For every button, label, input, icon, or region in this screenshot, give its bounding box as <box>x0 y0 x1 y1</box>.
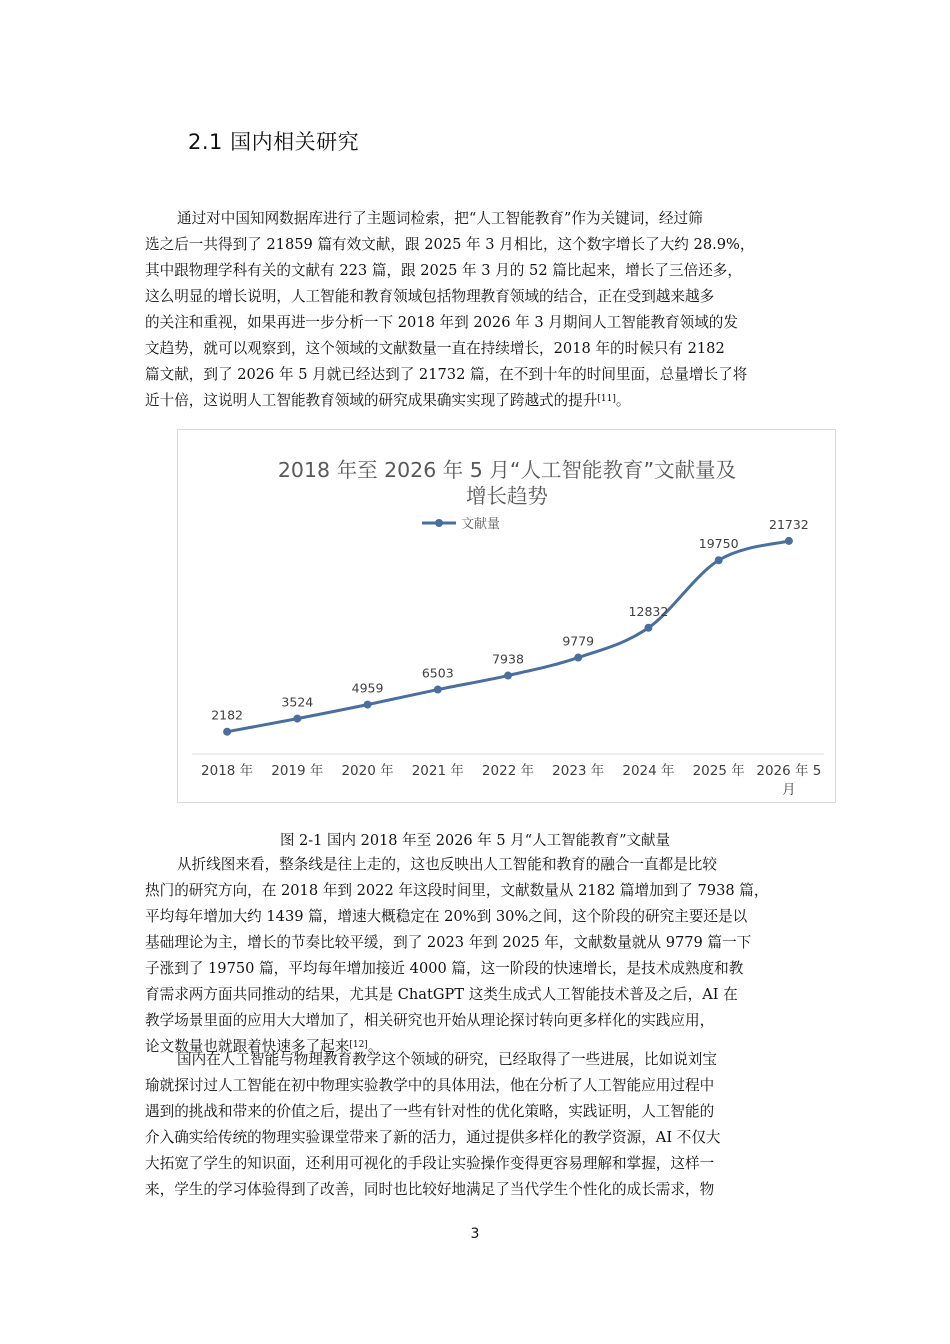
paragraph-line <box>145 878 807 904</box>
data-point-2018 年 <box>223 728 231 736</box>
data-label: 2182 <box>211 707 244 723</box>
figure-caption: 图 2-1 国内 2018 年至 2026 年 5 月“人工智能教育”文献量 <box>279 833 671 849</box>
data-point-2024 年 <box>644 624 652 632</box>
data-label: 4959 <box>351 680 384 696</box>
line-text: 这么明显的增长说明，人工智能和教育领域包括物理教育领域的结合，正在受到越来越多 <box>145 288 715 305</box>
data-label: 3524 <box>281 694 314 710</box>
page-number: 3 <box>470 1226 480 1242</box>
paragraph-line <box>145 1047 807 1073</box>
chart-title-line-2: 增长趋势 <box>466 484 548 508</box>
citation-marker: [12] <box>349 1040 368 1050</box>
legend-label: 文献量 <box>461 517 501 532</box>
x-tick-label: 2025 年 <box>692 763 745 779</box>
line-text: 论文数量也就跟着快速多了起来 <box>145 1038 350 1055</box>
line-text: 育需求两方面共同推动的结果，尤其是 ChatGPT 这类生成式人工智能技术普及之后，AI 在 <box>145 986 738 1003</box>
x-tick-label: 2023 年 <box>552 763 605 779</box>
line-text: 遇到的挑战和带来的价值之后，提出了一些有针对性的优化策略，实践证明，人工智能的 <box>145 1103 715 1120</box>
line-text: 国内在人工智能与物理教育教学这个领域的研究，已经取得了一些进展，比如说刘宝 <box>177 1051 717 1068</box>
paragraph-line <box>145 284 807 310</box>
paragraph-line <box>145 310 807 336</box>
line-text: 瑜就探讨过人工智能在初中物理实验教学中的具体用法，他在分析了人工智能应用过程中 <box>145 1077 715 1094</box>
line-text: 教学场景里面的应用大大增加了，相关研究也开始从理论探讨转向更多样化的实践应用， <box>145 1012 715 1029</box>
line-text: 大拓宽了学生的知识面，还利用可视化的手段让实验操作变得更容易理解和掌握，这样一 <box>145 1155 715 1172</box>
paragraph-line <box>145 982 807 1008</box>
data-point-2022 年 <box>504 672 512 680</box>
x-tick-label: 2024 年 <box>622 763 675 779</box>
x-tick-label: 2022 年 <box>481 763 535 779</box>
x-tick-label: 2021 年 <box>411 763 464 779</box>
line-chart <box>177 429 836 803</box>
line-text: 来，学生的学习体验得到了改善，同时也比较好地满足了当代学生个性化的成长需求，物 <box>145 1181 715 1198</box>
paragraph-line <box>145 1073 807 1099</box>
paragraph-line <box>145 258 807 284</box>
data-label: 21732 <box>769 516 809 532</box>
chart-svg <box>178 430 837 804</box>
line-text: 近十倍，这说明人工智能教育领域的研究成果确实实现了跨越式的提升 <box>145 392 598 409</box>
paragraph-line <box>145 904 807 930</box>
line-text: 热门的研究方向，在 2018 年到 2022 年这段时间里，文献数量从 2182 篇增加到了 7938 篇， <box>145 882 769 899</box>
data-point-2023 年 <box>574 654 582 662</box>
sentence-end: 。 <box>367 1038 383 1055</box>
paragraph-line <box>145 1099 807 1125</box>
section-heading: 2.1 国内相关研究 <box>188 130 360 154</box>
line-text: 从折线图来看，整条线是往上走的，这也反映出人工智能和教育的融合一直都是比较 <box>177 856 717 873</box>
paragraph-line <box>145 206 807 232</box>
citation-marker: [11] <box>597 394 616 404</box>
paragraph-line <box>145 1008 807 1034</box>
line-text: 平均每年增加大约 1439 篇，增速大概稳定在 20%到 30%之间，这个阶段的研究主要还是以 <box>145 908 748 925</box>
data-point-2021 年 <box>434 686 442 694</box>
line-text: 的关注和重视，如果再进一步分析一下 2018 年到 2026 年 3 月期间人工智能教育领域的发 <box>145 314 738 331</box>
legend-point-marker <box>435 519 443 527</box>
paragraph-line <box>145 930 807 956</box>
sentence-end: 。 <box>615 392 631 409</box>
chart-title-line-1: 2018 年至 2026 年 5 月“人工智能教育”文献量及 <box>277 458 737 482</box>
data-point-2026 年 5 月 <box>785 537 793 545</box>
line-text: 篇文献，到了 2026 年 5 月就已经达到了 21732 篇，在不到十年的时间里面，总量增长了将 <box>145 366 748 383</box>
paragraph-line <box>145 1125 807 1151</box>
x-tick-label: 2018 年 <box>201 763 254 779</box>
paragraph-1 <box>145 206 807 414</box>
line-text: 子涨到了 19750 篇，平均每年增加接近 4000 篇，这一阶段的快速增长，是技术成熟度和教 <box>145 960 744 977</box>
paragraph-3 <box>145 1047 807 1203</box>
line-text: 介入确实给传统的物理实验课堂带来了新的活力，通过提供多样化的教学资源，AI 不仅大 <box>145 1129 721 1146</box>
data-label: 6503 <box>421 665 454 681</box>
paragraph-line <box>145 1177 807 1203</box>
data-point-2025 年 <box>715 556 723 564</box>
line-text: 选之后一共得到了 21859 篇有效文献，跟 2025 年 3 月相比，这个数字增长了大约 28.9%， <box>145 236 755 253</box>
paragraph-line <box>145 232 807 258</box>
paragraph-line <box>145 388 807 414</box>
line-text: 其中跟物理学科有关的文献有 223 篇，跟 2025 年 3 月的 52 篇比起来，增长了三倍还多， <box>145 262 742 279</box>
data-label: 7938 <box>492 651 524 667</box>
paragraph-line <box>145 336 807 362</box>
line-text: 文趋势，就可以观察到，这个领域的文献数量一直在持续增长，2018 年的时候只有 2182 <box>145 340 725 357</box>
x-tick-label: 2020 年 <box>341 763 394 779</box>
x-tick-label: 2019 年 <box>271 763 324 779</box>
paragraph-line <box>145 362 807 388</box>
data-label: 9779 <box>562 633 595 649</box>
paragraph-line <box>145 956 807 982</box>
line-text: 通过对中国知网数据库进行了主题词检索，把“人工智能教育”作为关键词，经过筛 <box>177 210 703 227</box>
line-text: 基础理论为主，增长的节奏比较平缓，到了 2023 年到 2025 年，文献数量就从 9779 篇一下 <box>145 934 752 951</box>
paragraph-2 <box>145 852 807 1060</box>
data-point-2019 年 <box>293 715 301 723</box>
data-label: 19750 <box>698 536 739 552</box>
paragraph-line <box>145 852 807 878</box>
data-point-2020 年 <box>364 701 372 709</box>
paragraph-line <box>145 1151 807 1177</box>
data-label: 12832 <box>628 603 669 619</box>
x-tick-label: 2026 年 5 月 <box>756 763 822 798</box>
